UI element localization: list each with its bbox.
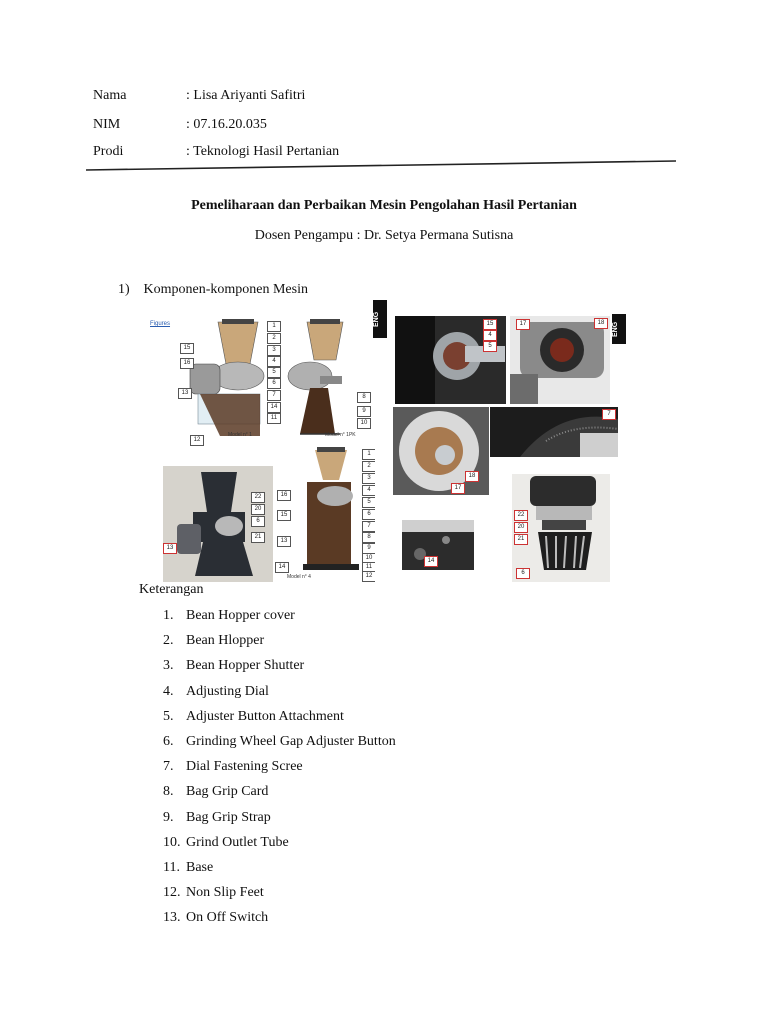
legend-item [163, 833, 396, 858]
legend-text: Dial Fastening Scree [186, 759, 303, 775]
callout-tag: 2 [362, 461, 375, 472]
callout-tag: 3 [267, 345, 281, 356]
callout-tag: 22 [514, 510, 528, 521]
legend-item [163, 782, 396, 807]
callout-tag: 6 [516, 568, 530, 579]
header-rule [86, 158, 676, 172]
callout-tag: 6 [251, 516, 265, 527]
callout-tag: 5 [362, 497, 375, 508]
callout-tag: 14 [275, 562, 289, 573]
callout-tag: 6 [362, 509, 375, 520]
callout-tag: 4 [362, 485, 375, 496]
callout-tag: 13 [178, 388, 192, 399]
keterangan-label: Keterangan [139, 582, 204, 597]
caption-model1pk: Model n° 1PK [325, 432, 356, 438]
legend-number: 6. [163, 733, 174, 749]
callout-tag: 7 [362, 521, 375, 532]
info-value: : Teknologi Hasil Pertanian [186, 144, 340, 159]
info-label: Nama [93, 88, 127, 103]
legend-item [163, 757, 396, 782]
callout-tag: 5 [483, 341, 497, 352]
legend-text: Non Slip Feet [186, 885, 264, 901]
callout-tag: 13 [277, 536, 291, 547]
callout-tag: 15 [483, 319, 497, 330]
legend-text: Bean Hopper Shutter [186, 658, 305, 674]
page-subtitle: Dosen Pengampu : Dr. Setya Permana Sutisna [254, 228, 514, 243]
legend-text: Bag Grip Card [186, 784, 269, 800]
callout-tag: 4 [483, 330, 497, 341]
photo-base-underside [402, 520, 474, 570]
callout-tag: 14 [424, 556, 438, 567]
callout-tag: 18 [594, 318, 608, 329]
callout-tag: 16 [180, 358, 194, 369]
legend-text: Grinding Wheel Gap Adjuster Button [186, 733, 396, 749]
legend-text: Adjusting Dial [186, 683, 269, 699]
section-title: Komponen-komponen Mesin [143, 282, 308, 297]
machine-photo-model1 [150, 316, 372, 446]
callout-tag: 16 [277, 490, 291, 501]
legend-text: Grind Outlet Tube [186, 834, 289, 850]
legend-number: 8. [163, 784, 174, 800]
callout-tag: 8 [362, 532, 375, 543]
legend-number: 11. [163, 859, 180, 875]
legend-text: Bean Hlopper [186, 633, 265, 649]
callout-tag: 11 [362, 562, 375, 573]
callout-tag: 12 [190, 435, 204, 446]
callout-tag: 9 [357, 406, 371, 417]
legend-text: On Off Switch [186, 910, 269, 926]
callout-tag: 20 [514, 522, 528, 533]
caption-model1: Model n° 1 [228, 432, 252, 438]
callout-tag: 21 [514, 534, 528, 545]
legend-number: 2. [163, 633, 174, 649]
photo-burr-closeup [393, 407, 489, 495]
callout-tag: 21 [251, 532, 265, 543]
callout-tag: 3 [362, 473, 375, 484]
callout-tag: 4 [267, 356, 281, 367]
callout-tag: 1 [362, 449, 375, 460]
section-heading [118, 282, 308, 298]
legend-number: 10. [163, 834, 181, 850]
callout-tag: 17 [451, 483, 465, 494]
legend-text: Bean Hopper cover [186, 608, 295, 623]
callout-tag: 6 [267, 378, 281, 389]
callout-tag: 10 [357, 418, 371, 429]
page-title: Pemeliharaan dan Perbaikan Mesin Pengolahan Hasil Pertanian [191, 198, 577, 213]
legend-number: 7. [163, 759, 174, 775]
photo-dial-closeup [490, 407, 618, 457]
photo-model4 [275, 446, 375, 582]
figures-link[interactable]: Figures [150, 321, 171, 327]
legend-item [163, 883, 396, 908]
info-label: Prodi [93, 144, 124, 159]
legend-text: Bag Grip Strap [186, 809, 271, 825]
legend-number: 12. [163, 885, 181, 901]
legend-item [163, 682, 396, 707]
info-label: NIM [93, 117, 121, 132]
legend-item [163, 656, 396, 681]
legend-item [163, 631, 396, 656]
photo-burr-assembly [512, 474, 610, 582]
eng-badge: ENG [373, 300, 387, 338]
legend-item [163, 908, 396, 933]
legend-text: Base [186, 859, 214, 875]
info-value: : 07.16.20.035 [186, 117, 267, 132]
legend-number: 3. [163, 658, 174, 674]
legend-text: Adjuster Button Attachment [186, 708, 344, 724]
callout-tag: 14 [267, 402, 281, 413]
callout-tag: 18 [465, 471, 479, 482]
callout-tag: 13 [163, 543, 177, 554]
legend-number: 4. [163, 683, 174, 699]
legend-number: 1. [163, 608, 174, 623]
legend-item [163, 808, 396, 833]
callout-tag: 15 [180, 343, 194, 354]
legend-number: 13. [163, 910, 181, 926]
callout-tag: 22 [251, 492, 265, 503]
callout-tag: 17 [516, 319, 530, 330]
callout-tag: 7 [602, 409, 616, 420]
callout-tag: 1 [267, 321, 281, 332]
caption-model4: Model n° 4 [287, 574, 311, 580]
callout-tag: 20 [251, 504, 265, 515]
callout-tag: 10 [362, 553, 375, 564]
legend-number: 5. [163, 708, 174, 724]
callout-tag: 8 [357, 392, 371, 403]
legend-item [163, 707, 396, 732]
photo-adjuster-closeup [395, 316, 506, 404]
eng-badge: ENG [612, 314, 626, 344]
callout-tag: 12 [362, 571, 375, 582]
callout-tag: 15 [277, 510, 291, 521]
legend-item [163, 732, 396, 757]
legend-number: 9. [163, 809, 174, 825]
legend-list [163, 606, 396, 933]
section-number: 1) [118, 282, 130, 297]
callout-tag: 5 [267, 367, 281, 378]
photo-model-black [163, 466, 273, 582]
photo-grinder-ring [510, 316, 610, 404]
info-value: : Lisa Ariyanti Safitri [186, 88, 306, 103]
callout-tag: 2 [267, 333, 281, 344]
callout-tag: 9 [362, 543, 375, 554]
callout-tag: 7 [267, 390, 281, 401]
callout-tag: 11 [267, 413, 281, 424]
legend-item [163, 858, 396, 883]
legend-item [163, 606, 396, 631]
